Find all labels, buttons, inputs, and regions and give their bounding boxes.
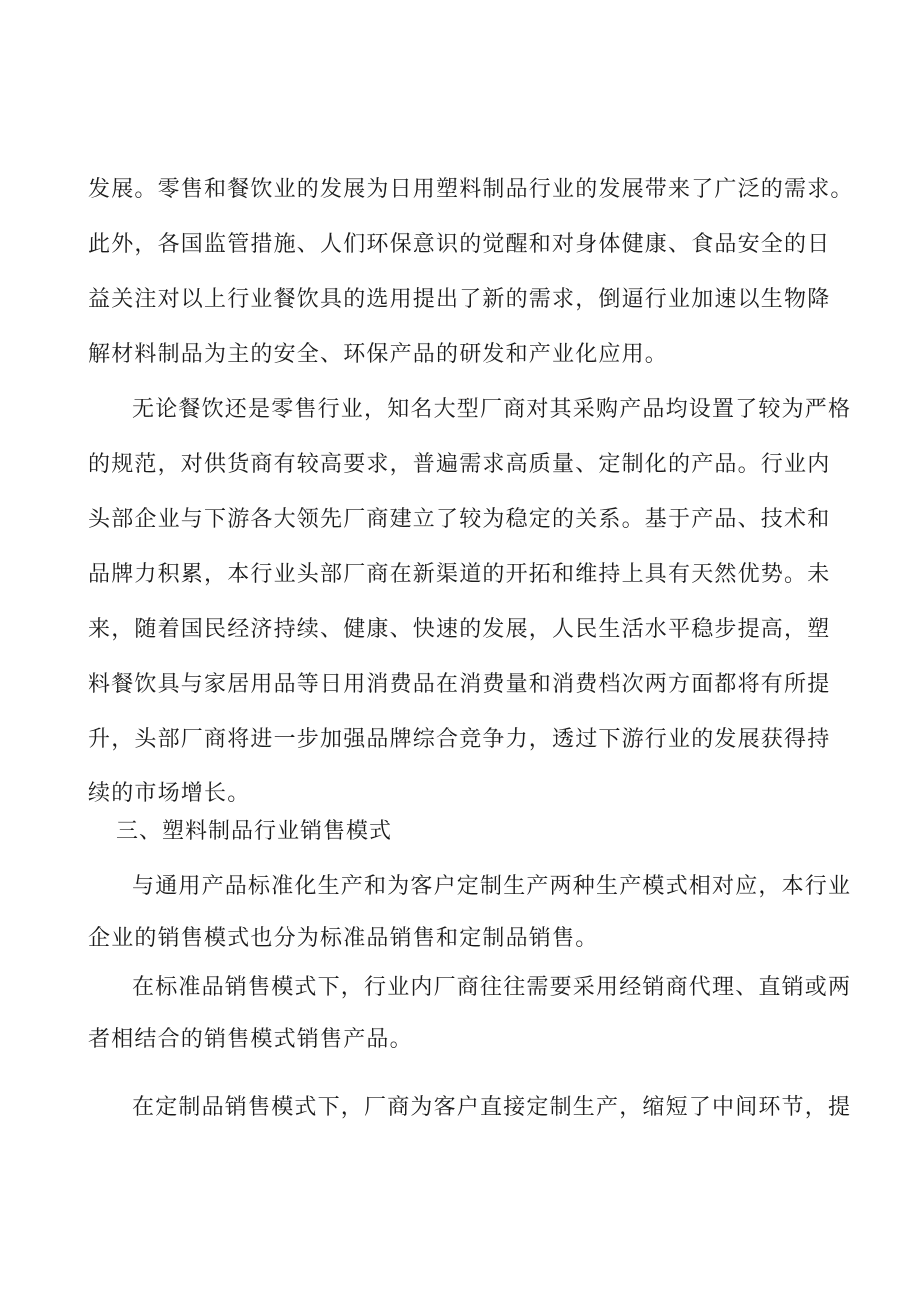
paragraph-3-line-1: 与通用产品标准化生产和为客户定制生产两种生产模式相对应，本行业 xyxy=(132,874,852,899)
paragraph-2-line-6: 料餐饮具与家居用品等日用消费品在消费量和消费档次两方面都将有所提 xyxy=(88,672,831,697)
paragraph-2-line-7: 升，头部厂商将进一步加强品牌综合竞争力，透过下游行业的发展获得持 xyxy=(88,727,831,752)
paragraph-4-line-2: 者相结合的销售模式销售产品。 xyxy=(88,1027,413,1052)
paragraph-2-line-1: 无论餐饮还是零售行业，知名大型厂商对其采购产品均设置了较为严格 xyxy=(132,397,852,422)
paragraph-2-line-5: 来，随着国民经济持续、健康、快速的发展，人民生活水平稳步提高，塑 xyxy=(88,617,831,642)
paragraph-2-line-8: 续的市场增长。 xyxy=(88,781,251,806)
paragraph-1-line-2: 此外，各国监管措施、人们环保意识的觉醒和对身体健康、食品安全的日 xyxy=(88,232,831,257)
paragraph-5-line-1: 在定制品销售模式下，厂商为客户直接定制生产，缩短了中间环节，提 xyxy=(132,1095,852,1120)
paragraph-1-line-3: 益关注对以上行业餐饮具的选用提出了新的需求，倒逼行业加速以生物降 xyxy=(88,287,831,312)
paragraph-1-line-1: 发展。零售和餐饮业的发展为日用塑料制品行业的发展带来了广泛的需求。 xyxy=(88,177,854,202)
paragraph-1-line-4: 解材料制品为主的安全、环保产品的研发和产业化应用。 xyxy=(88,342,669,367)
paragraph-4-line-1: 在标准品销售模式下，行业内厂商往往需要采用经销商代理、直销或两 xyxy=(132,975,852,1000)
section-heading: 三、塑料制品行业销售模式 xyxy=(116,819,393,844)
paragraph-2-line-3: 头部企业与下游各大领先厂商建立了较为稳定的关系。基于产品、技术和 xyxy=(88,507,831,532)
paragraph-2-line-4: 品牌力积累，本行业头部厂商在新渠道的开拓和维持上具有天然优势。未 xyxy=(88,562,831,587)
paragraph-2-line-2: 的规范，对供货商有较高要求，普遍需求高质量、定制化的产品。行业内 xyxy=(88,452,831,477)
paragraph-3-line-2: 企业的销售模式也分为标准品销售和定制品销售。 xyxy=(88,926,599,951)
